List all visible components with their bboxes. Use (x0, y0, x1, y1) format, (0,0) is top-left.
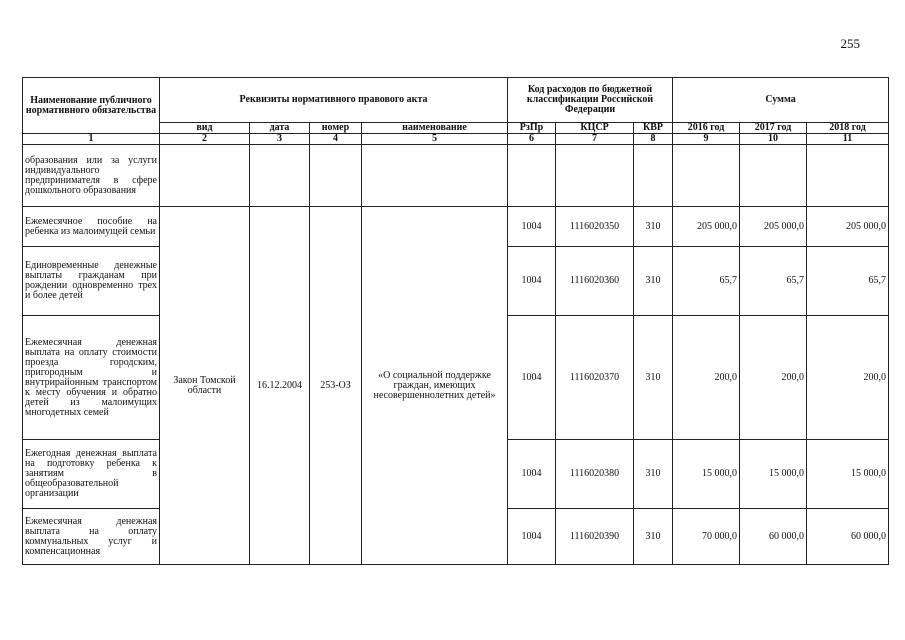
page-number: 255 (840, 36, 860, 51)
law-date-cell: 16.12.2004 (250, 207, 310, 565)
column-number: 6 (508, 134, 556, 145)
table-row (23, 145, 889, 207)
amount-2016-cell: 65,7 (673, 247, 740, 316)
amount-2018-cell: 15 000,0 (807, 440, 889, 509)
law-name-cell: «О социальной поддержке граждан, имеющих несовершеннолетних детей» (362, 207, 508, 565)
year-2017-header: 2017 год (740, 123, 807, 134)
budget-code-header: Код расходов по бюджетной классификации Российской Федерации (508, 78, 673, 123)
amount-2017-cell: 15 000,0 (740, 440, 807, 509)
kcsr-cell: 1116020390 (556, 509, 634, 565)
obligation-cell: образования или за услуги индивидуального предпринимателя в сфере дошкольного образования (23, 145, 160, 207)
number-header: номер (310, 123, 362, 134)
kvr-cell: 310 (634, 207, 673, 247)
kvr-cell: 310 (634, 247, 673, 316)
amount-2017-cell: 65,7 (740, 247, 807, 316)
amount-2016-cell (673, 145, 740, 207)
column-number: 8 (634, 134, 673, 145)
act-name-header: наименование (362, 123, 508, 134)
column-number: 2 (160, 134, 250, 145)
column-number: 4 (310, 134, 362, 145)
amount-2017-cell: 200,0 (740, 316, 807, 440)
rzpr-cell: 1004 (508, 440, 556, 509)
column-number: 3 (250, 134, 310, 145)
date-header: дата (250, 123, 310, 134)
column-number: 9 (673, 134, 740, 145)
obligations-table (22, 77, 889, 565)
amount-2016-cell: 70 000,0 (673, 509, 740, 565)
kcsr-header: КЦСР (556, 123, 634, 134)
obligation-cell: Ежемесячное пособие на ребенка из малоимущей семьи (23, 207, 160, 247)
obligation-cell: Ежегодная денежная выплата на подготовку ребенка к занятиям в общеобразовательной организации (23, 440, 160, 509)
kcsr-cell: 1116020360 (556, 247, 634, 316)
rzpr-cell: 1004 (508, 509, 556, 565)
column-number-row (23, 134, 889, 145)
table-row (23, 207, 889, 247)
rzpr-cell (508, 145, 556, 207)
kvr-cell: 310 (634, 316, 673, 440)
amount-header: Сумма (673, 78, 889, 123)
kvr-header: КВР (634, 123, 673, 134)
kvr-cell: 310 (634, 440, 673, 509)
amount-2018-cell: 60 000,0 (807, 509, 889, 565)
rzpr-cell: 1004 (508, 207, 556, 247)
obligation-cell: Ежемесячная денежная выплата на оплату коммунальных услуг и компенсационная (23, 509, 160, 565)
amount-2018-cell: 200,0 (807, 316, 889, 440)
kcsr-cell: 1116020380 (556, 440, 634, 509)
kind-header: вид (160, 123, 250, 134)
year-2018-header: 2018 год (807, 123, 889, 134)
kvr-cell (634, 145, 673, 207)
amount-2016-cell: 15 000,0 (673, 440, 740, 509)
kvr-cell: 310 (634, 509, 673, 565)
obligation-cell: Единовременные денежные выплаты гражданам при рождении одновременно трех и более детей (23, 247, 160, 316)
amount-2018-cell: 65,7 (807, 247, 889, 316)
law-kind-cell: Закон Томской области (160, 207, 250, 565)
column-number: 10 (740, 134, 807, 145)
rzpr-cell: 1004 (508, 316, 556, 440)
column-number: 5 (362, 134, 508, 145)
amount-2016-cell: 205 000,0 (673, 207, 740, 247)
legal-act-header: Реквизиты нормативного правового акта (160, 78, 508, 123)
obligation-name-header: Наименование публичного нормативного обязательства (23, 78, 160, 134)
header-row (23, 78, 889, 123)
amount-2018-cell (807, 145, 889, 207)
kcsr-cell: 1116020350 (556, 207, 634, 247)
rzpr-cell: 1004 (508, 247, 556, 316)
column-number: 7 (556, 134, 634, 145)
amount-2017-cell (740, 145, 807, 207)
amount-2017-cell: 60 000,0 (740, 509, 807, 565)
kcsr-cell (556, 145, 634, 207)
column-number: 11 (807, 134, 889, 145)
column-number: 1 (23, 134, 160, 145)
rzpr-header: РзПр (508, 123, 556, 134)
amount-2017-cell: 205 000,0 (740, 207, 807, 247)
year-2016-header: 2016 год (673, 123, 740, 134)
kcsr-cell: 1116020370 (556, 316, 634, 440)
law-number-cell: 253-ОЗ (310, 207, 362, 565)
obligation-cell: Ежемесячная денежная выплата на оплату стоимости проезда городским, пригородным и внутрирайонным транспортом к месту обучения и обратно детей из малоимущих многодетных семей (23, 316, 160, 440)
amount-2018-cell: 205 000,0 (807, 207, 889, 247)
amount-2016-cell: 200,0 (673, 316, 740, 440)
